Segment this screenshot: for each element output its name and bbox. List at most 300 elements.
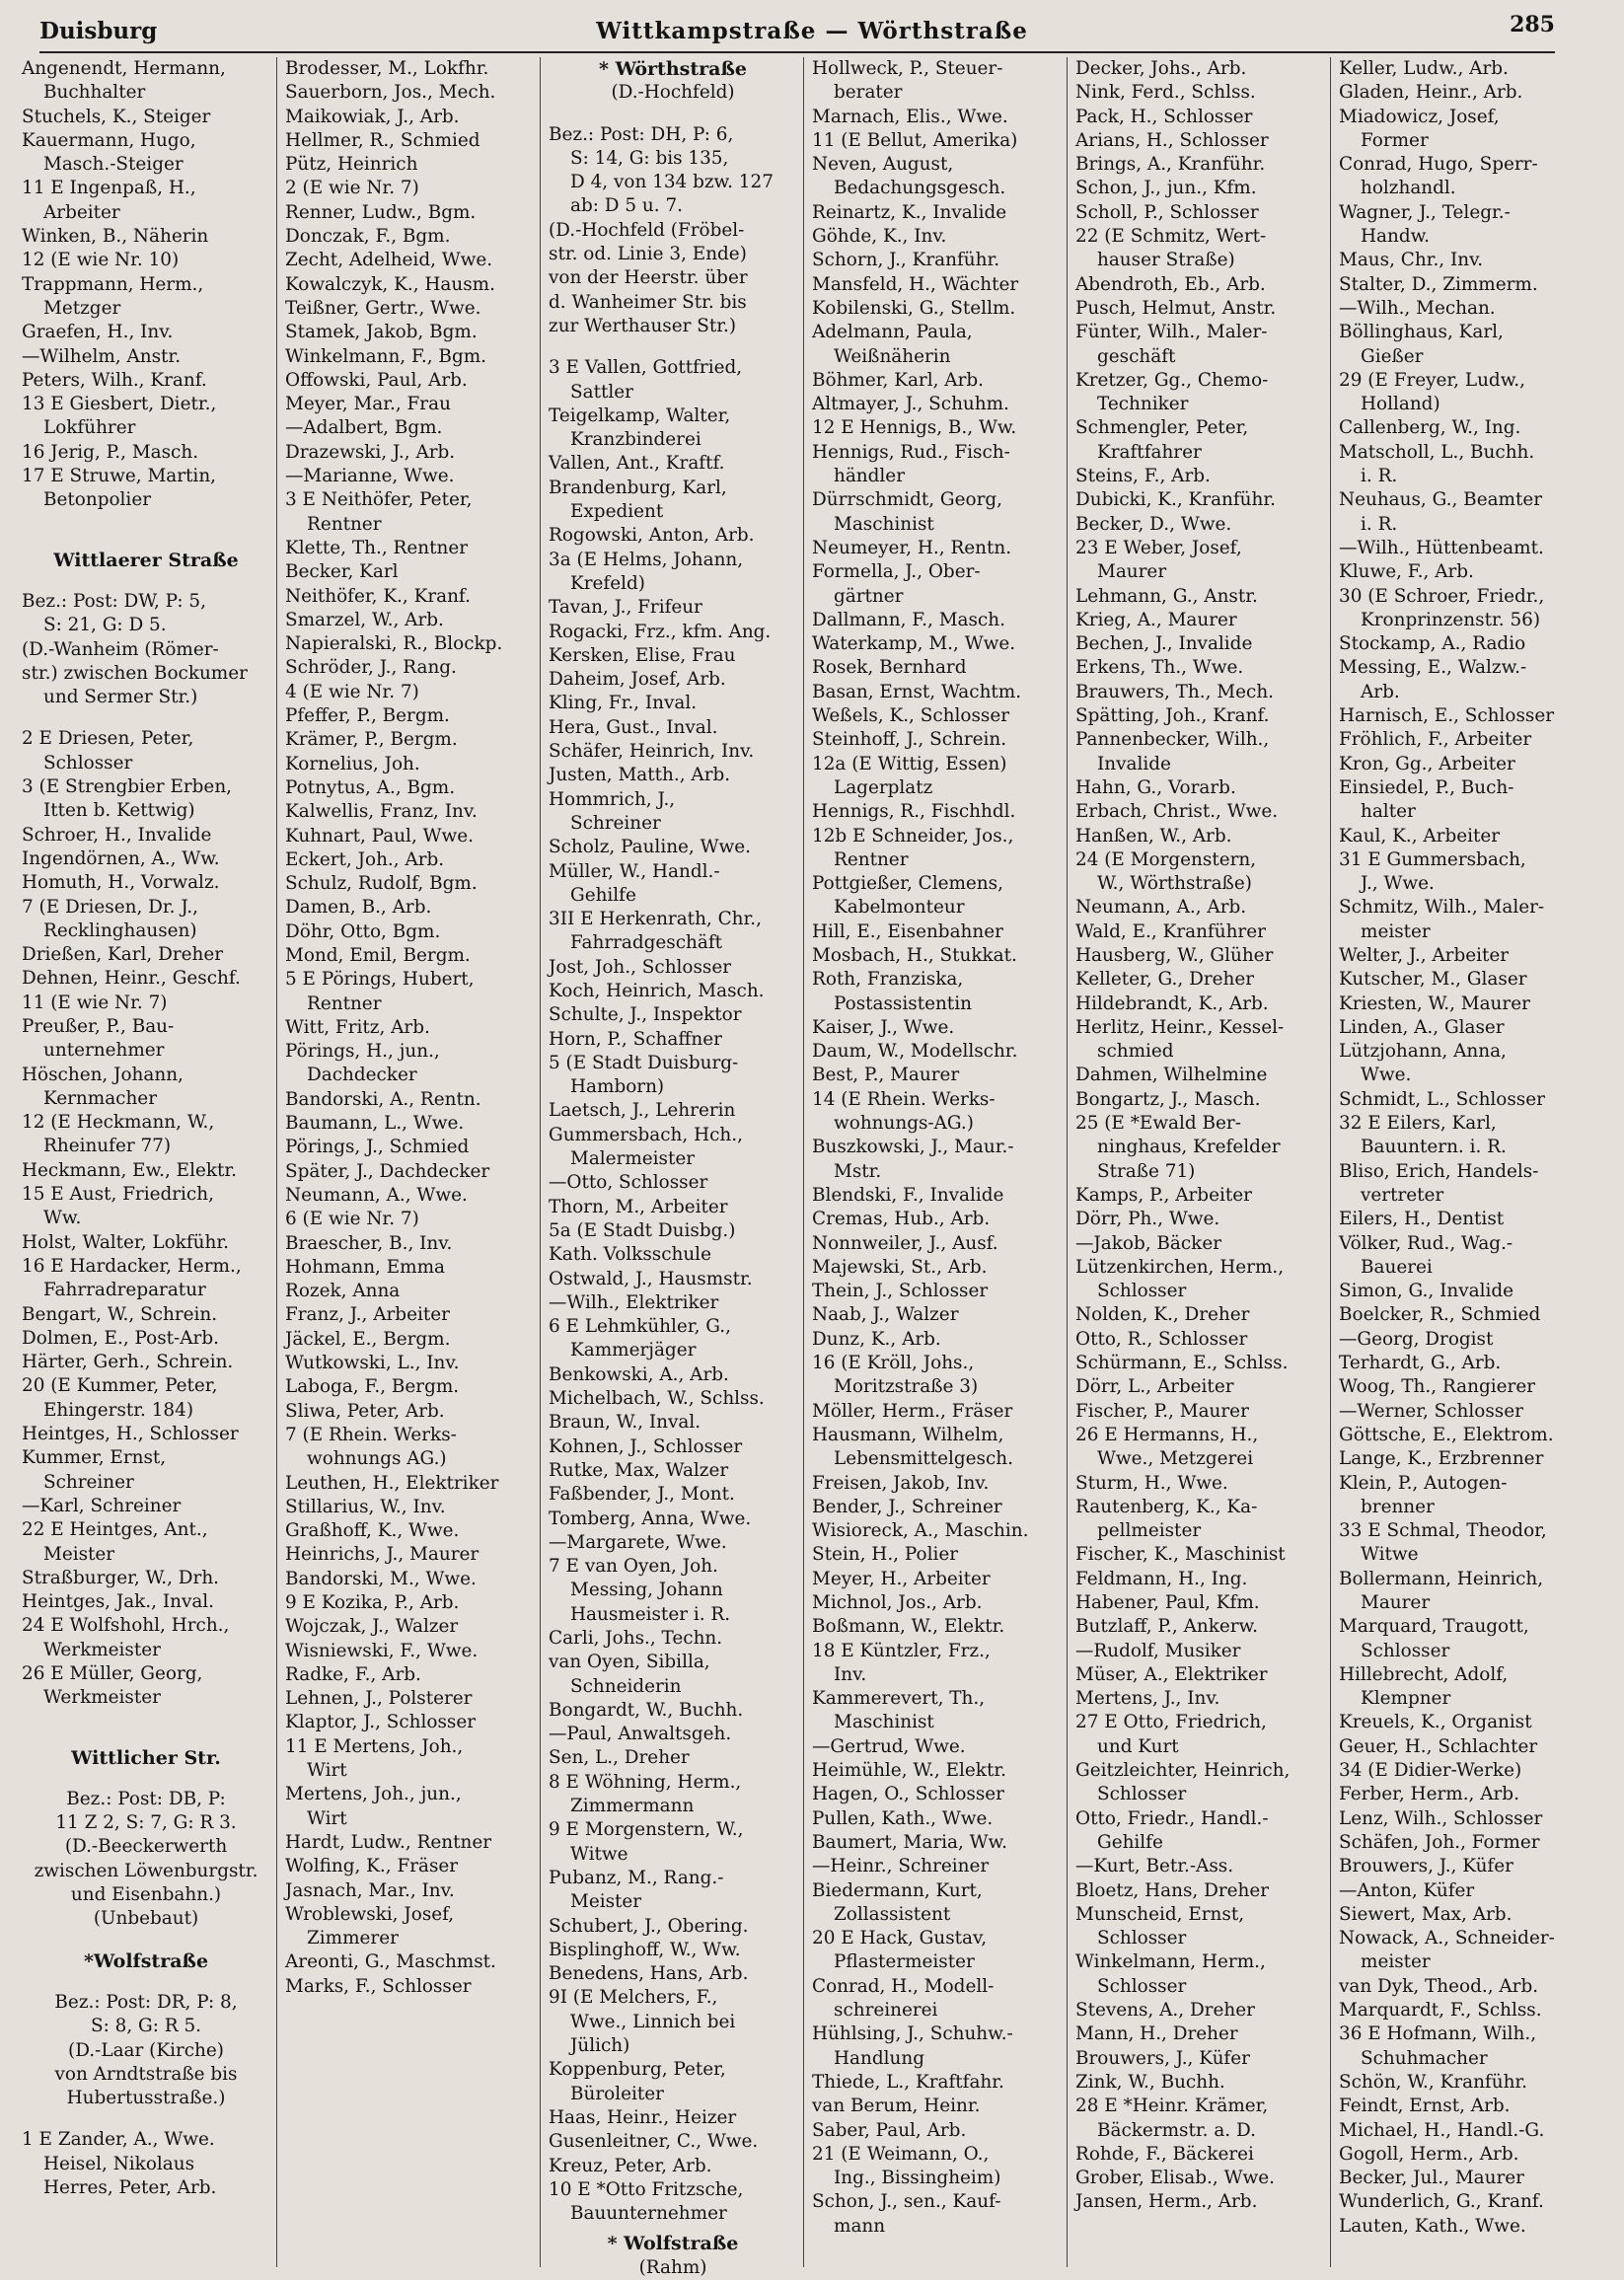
directory-entry-line: Waterkamp, M., Wwe. bbox=[812, 633, 1016, 655]
directory-entry-line: Bandorski, M., Wwe. bbox=[285, 1568, 477, 1589]
directory-entry-line: Formella, J., Ober- bbox=[812, 561, 981, 583]
directory-entry-line: Stalter, D., Zimmerm. bbox=[1339, 273, 1538, 295]
directory-entry-line: Koppenburg, Peter, bbox=[549, 2059, 726, 2081]
spacer bbox=[549, 338, 797, 356]
directory-entry-line: Göttsche, E., Elektrom. bbox=[1339, 1424, 1554, 1445]
directory-entry-line: Bollermann, Heinrich, bbox=[1339, 1568, 1544, 1589]
directory-entry-line: Gehilfe bbox=[570, 884, 636, 906]
directory-entry-line: —Gertrud, Wwe. bbox=[812, 1735, 966, 1757]
directory-entry-line: Schmitz, Wilh., Maler- bbox=[1339, 897, 1545, 919]
directory-entry-line: Metzger bbox=[43, 297, 121, 319]
directory-entry-line: 9 E Kozika, P., Arb. bbox=[285, 1592, 460, 1613]
directory-entry-line: Gehilfe bbox=[1097, 1831, 1163, 1853]
directory-entry-line: Rozek, Anna bbox=[285, 1281, 401, 1302]
directory-entry-line: Dörr, L., Arbeiter bbox=[1075, 1376, 1234, 1398]
directory-entry-line: zur Werthauser Str.) bbox=[549, 315, 737, 336]
directory-entry-line: Winken, B., Näherin bbox=[22, 226, 209, 248]
directory-entry-line: Holland) bbox=[1361, 394, 1440, 415]
spacer bbox=[22, 2110, 270, 2128]
directory-entry-line: Bauerei bbox=[1361, 1256, 1433, 1278]
directory-entry-line: zwischen Löwenburgstr. bbox=[34, 1860, 258, 1881]
directory-entry-line: Buszkowski, J., Maur.- bbox=[812, 1137, 1014, 1158]
directory-entry-line: Abendroth, Eb., Arb. bbox=[1075, 273, 1266, 295]
directory-entry-line: Jost, Joh., Schlosser bbox=[549, 956, 732, 978]
directory-entry-line: Zollassistent bbox=[834, 1903, 951, 1925]
directory-entry-line: Thorn, M., Arbeiter bbox=[549, 1196, 728, 1217]
directory-entry-line: —Wilh., Elektriker bbox=[549, 1291, 719, 1313]
directory-entry-line: D 4, von 134 bzw. 127 bbox=[570, 172, 774, 193]
directory-entry-line: Schäfer, Heinrich, Inv. bbox=[549, 741, 755, 763]
directory-entry-line: Kranzbinderei bbox=[570, 429, 701, 451]
directory-entry-line: Erbach, Christ., Wwe. bbox=[1075, 801, 1279, 823]
directory-entry-line: 11 E Mertens, Joh., bbox=[285, 1735, 464, 1757]
directory-entry-line: Schlosser bbox=[1097, 1281, 1187, 1302]
directory-entry-line: Schmengler, Peter, bbox=[1075, 417, 1249, 439]
directory-entry-line: Ostwald, J., Hausmstr. bbox=[549, 1268, 753, 1289]
directory-entry-line: Naab, J., Walzer bbox=[812, 1304, 959, 1326]
directory-entry-line: Schmidt, L., Schlosser bbox=[1339, 1088, 1545, 1110]
directory-entry-line: 27 E Otto, Friedrich, bbox=[1075, 1712, 1267, 1733]
directory-entry-line: Trappmann, Herm., bbox=[22, 273, 204, 295]
directory-entry-line: Kreuz, Peter, Arb. bbox=[549, 2155, 712, 2176]
directory-entry-line: Linden, A., Glaser bbox=[1339, 1016, 1505, 1038]
directory-entry-line: Radke, F., Arb. bbox=[285, 1663, 421, 1685]
directory-entry-line: Gießer bbox=[1361, 345, 1424, 367]
directory-entry-line: Steins, F., Arb. bbox=[1075, 466, 1211, 487]
directory-entry-line: Altmayer, J., Schuhm. bbox=[812, 394, 1009, 415]
directory-entry-line: Drazewski, J., Arb. bbox=[285, 441, 456, 463]
directory-entry-line: 20 E Hack, Gustav, bbox=[812, 1928, 988, 1949]
directory-entry-line: 24 (E Morgenstern, bbox=[1075, 848, 1257, 870]
directory-entry-line: Schulte, J., Inspektor bbox=[549, 1004, 742, 1026]
directory-entry-line: Preußer, P., Bau- bbox=[22, 1015, 175, 1037]
directory-entry-line: Mansfeld, H., Wächter bbox=[812, 273, 1019, 295]
directory-entry-line: 3 (E Strengbier Erben, bbox=[22, 776, 233, 798]
directory-entry-line: Angenendt, Hermann, bbox=[22, 58, 226, 79]
directory-entry-line: Recklinghausen) bbox=[43, 919, 197, 941]
directory-entry-line: Bengart, W., Schrein. bbox=[22, 1303, 218, 1325]
directory-entry-line: Pottgießer, Clemens, bbox=[812, 873, 1003, 895]
directory-entry-line: Rentner bbox=[307, 513, 382, 535]
directory-entry-line: Schorn, J., Kranführ. bbox=[812, 250, 1000, 271]
directory-entry-line: Brings, A., Kranführ. bbox=[1075, 154, 1266, 176]
directory-entry-line: S: 14, G: bis 135, bbox=[570, 147, 729, 169]
directory-entry-line: 17 E Struwe, Martin, bbox=[22, 466, 217, 487]
spacer bbox=[22, 1711, 270, 1728]
directory-entry-line: Becker, Jul., Maurer bbox=[1339, 2168, 1524, 2189]
directory-entry-line: wohnungs AG.) bbox=[307, 1448, 447, 1470]
directory-entry-line: —Wilh., Mechan. bbox=[1339, 297, 1496, 319]
directory-entry-line: Neumann, A., Wwe. bbox=[285, 1184, 468, 1206]
directory-entry-line: Wolfing, K., Fräser bbox=[285, 1856, 459, 1877]
directory-entry-line: 7 E van Oyen, Joh. bbox=[549, 1556, 718, 1578]
directory-entry-line: Kaul, K., Arbeiter bbox=[1339, 825, 1501, 846]
directory-entry-line: Wojczak, J., Walzer bbox=[285, 1616, 459, 1638]
directory-entry-line: Leuthen, H., Elektriker bbox=[285, 1472, 499, 1494]
directory-entry-line: Dürrschmidt, Georg, bbox=[812, 489, 1002, 511]
directory-entry-line: Höschen, Johann, bbox=[22, 1064, 184, 1085]
directory-entry-line: Handlung bbox=[834, 2047, 924, 2069]
directory-entry-line: Lenz, Wilh., Schlosser bbox=[1339, 1807, 1543, 1829]
directory-entry-line: Rosek, Bernhard bbox=[812, 657, 967, 679]
directory-entry-line: Techniker bbox=[1097, 394, 1189, 415]
spacer bbox=[22, 1770, 270, 1788]
directory-entry-line: Justen, Matth., Arb. bbox=[549, 765, 731, 786]
directory-entry-line: Marnach, Elis., Wwe. bbox=[812, 106, 1008, 127]
directory-entry-line: Mosbach, H., Stukkat. bbox=[812, 944, 1017, 966]
directory-entry-line: Kutscher, M., Glaser bbox=[1339, 969, 1527, 991]
directory-entry-line: Bauunternehmer bbox=[570, 2203, 727, 2225]
directory-entry-line: Schlosser bbox=[1097, 1975, 1187, 1997]
directory-entry-line: Neithöfer, K., Kranf. bbox=[285, 585, 471, 607]
directory-entry-line: Siewert, Max, Arb. bbox=[1339, 1903, 1513, 1925]
directory-entry-line: Nink, Ferd., Schlss. bbox=[1075, 82, 1256, 104]
directory-entry-line: Klaptor, J., Schlosser bbox=[285, 1712, 477, 1733]
directory-entry-line: Stuchels, K., Steiger bbox=[22, 106, 211, 127]
directory-entry-line: 21 (E Weimann, O., bbox=[812, 2143, 990, 2165]
directory-entry-line: 12a (E Wittig, Essen) bbox=[812, 753, 1007, 774]
directory-entry-line: Zimmerer bbox=[307, 1928, 399, 1949]
directory-entry-line: Maus, Chr., Inv. bbox=[1339, 250, 1484, 271]
directory-entry-line: —Jakob, Bäcker bbox=[1075, 1232, 1222, 1254]
directory-entry-line: Postassistentin bbox=[834, 993, 972, 1014]
directory-entry-line: 11 (E wie Nr. 7) bbox=[22, 992, 168, 1013]
directory-entry-line: Hausmann, Wilhelm, bbox=[812, 1424, 1004, 1445]
directory-entry-line: Kriesten, W., Maurer bbox=[1339, 993, 1530, 1014]
directory-entry-line: Pflastermeister bbox=[834, 1951, 975, 1973]
directory-entry-line: Pack, H., Schlosser bbox=[1075, 106, 1253, 127]
directory-entry-line: Ing., Bissingheim) bbox=[834, 2168, 1001, 2189]
directory-entry-line: Dolmen, E., Post-Arb. bbox=[22, 1327, 219, 1349]
directory-entry-line: Hanßen, W., Arb. bbox=[1075, 825, 1232, 846]
directory-entry-line: Schroer, H., Invalide bbox=[22, 824, 212, 846]
directory-entry-line: Dehnen, Heinr., Geschf. bbox=[22, 968, 241, 990]
directory-entry-line: Fahrradgeschäft bbox=[570, 932, 723, 954]
directory-entry-line: Hennigs, Rud., Fisch- bbox=[812, 441, 1010, 463]
directory-entry-line: —Marianne, Wwe. bbox=[285, 466, 455, 487]
directory-entry-line: 24 E Wolfshohl, Hrch., bbox=[22, 1615, 230, 1637]
directory-entry-line: Mstr. bbox=[834, 1160, 882, 1182]
directory-entry-line: wohnungs-AG.) bbox=[834, 1113, 974, 1135]
directory-entry-line: Freisen, Jakob, Inv. bbox=[812, 1472, 990, 1494]
directory-entry-line: Heimühle, W., Elektr. bbox=[812, 1760, 1006, 1782]
directory-entry-line: Lebensmittelgesch. bbox=[834, 1448, 1013, 1470]
street-subheading: (Rahm) bbox=[638, 2256, 707, 2278]
directory-entry-line: Stamek, Jakob, Bgm. bbox=[285, 322, 478, 343]
directory-entry-line: 36 E Hofmann, Wilh., bbox=[1339, 2023, 1537, 2045]
directory-entry-line: Best, P., Maurer bbox=[812, 1065, 960, 1086]
directory-entry-line: Stockamp, A., Radio bbox=[1339, 633, 1526, 655]
directory-entry-line: Fahrradreparatur bbox=[43, 1280, 206, 1301]
directory-entry-line: Jülich) bbox=[570, 2035, 630, 2057]
directory-entry-line: Majewski, St., Arb. bbox=[812, 1256, 988, 1278]
directory-entry-line: Witwe bbox=[1361, 1544, 1419, 1566]
directory-entry-line: Dahmen, Wilhelmine bbox=[1075, 1065, 1268, 1086]
directory-entry-line: Härter, Gerh., Schrein. bbox=[22, 1352, 234, 1373]
directory-entry-line: 33 E Schmal, Theodor, bbox=[1339, 1520, 1547, 1542]
directory-entry-line: Kernmacher bbox=[43, 1087, 157, 1109]
directory-entry-line: 12b E Schneider, Jos., bbox=[812, 825, 1014, 846]
directory-entry-line: 18 E Küntzler, Frz., bbox=[812, 1640, 991, 1661]
directory-entry-line: Faßbender, J., Mont. bbox=[549, 1484, 735, 1506]
directory-entry-line: 25 (E *Ewald Ber- bbox=[1075, 1113, 1241, 1135]
directory-entry-line: Krefeld) bbox=[570, 572, 645, 594]
directory-entry-line: geschäft bbox=[1097, 345, 1176, 367]
directory-entry-line: Wirt bbox=[307, 1807, 347, 1829]
directory-entry-line: Straßburger, W., Drh. bbox=[22, 1567, 220, 1588]
directory-entry-line: Wagner, J., Telegr.- bbox=[1339, 201, 1511, 223]
directory-entry-line: Meyer, Mar., Frau bbox=[285, 394, 451, 415]
column-4 bbox=[804, 57, 1068, 2267]
directory-entry-line: Pörings, H., jun., bbox=[285, 1041, 440, 1063]
directory-entry-line: Biedermann, Kurt, bbox=[812, 1879, 983, 1901]
directory-entry-line: Bechen, J., Invalide bbox=[1075, 633, 1253, 655]
page-number: 285 bbox=[1510, 12, 1555, 37]
directory-entry-line: Wisioreck, A., Maschin. bbox=[812, 1520, 1029, 1542]
directory-entry-line: Ww. bbox=[43, 1208, 82, 1229]
directory-entry-line: Kretzer, Gg., Chemo- bbox=[1075, 369, 1269, 391]
directory-entry-line: —Kurt, Betr.-Ass. bbox=[1075, 1856, 1234, 1877]
directory-entry-line: gärtner bbox=[834, 585, 904, 607]
directory-entry-line: Heinrichs, J., Maurer bbox=[285, 1544, 480, 1566]
directory-entry-line: Bandorski, A., Rentn. bbox=[285, 1088, 481, 1110]
directory-entry-line: und Kurt bbox=[1097, 1735, 1179, 1757]
directory-entry-line: Hausberg, W., Glüher bbox=[1075, 944, 1274, 966]
directory-entry-line: Krämer, P., Bergm. bbox=[285, 729, 458, 751]
directory-entry-line: Thiede, L., Kraftfahr. bbox=[812, 2071, 1004, 2093]
directory-entry-line: Zimmermann bbox=[570, 1796, 695, 1817]
directory-entry-line: Mann, H., Dreher bbox=[1075, 2023, 1238, 2045]
directory-entry-line: holzhandl. bbox=[1361, 178, 1456, 199]
directory-entry-line: Matscholl, L., Buchh. bbox=[1339, 441, 1535, 463]
directory-entry-line: Wunderlich, G., Kranf. bbox=[1339, 2191, 1544, 2213]
directory-entry-line: Handw. bbox=[1361, 226, 1431, 248]
directory-entry-line: Hohmann, Emma bbox=[285, 1256, 446, 1278]
directory-entry-line: Bender, J., Schreiner bbox=[812, 1496, 1002, 1517]
column-2 bbox=[277, 57, 541, 2267]
directory-entry-line: (D.-Hochfeld (Fröbel- bbox=[549, 219, 745, 241]
directory-entry-line: Schäfen, Joh., Former bbox=[1339, 1831, 1540, 1853]
header-rule bbox=[39, 51, 1555, 53]
directory-entry-line: Wirt bbox=[307, 1760, 347, 1782]
spacer bbox=[22, 513, 270, 531]
directory-entry-line: Woog, Th., Rangierer bbox=[1339, 1376, 1535, 1398]
directory-entry-line: Meister bbox=[43, 1543, 115, 1565]
directory-entry-line: Rentner bbox=[834, 848, 909, 870]
directory-entry-line: Bez.: Post: DW, P: 5, bbox=[22, 590, 206, 612]
directory-entry-line: 7 (E Rhein. Werks- bbox=[285, 1424, 457, 1445]
directory-entry-line: Steinhoff, J., Schrein. bbox=[812, 729, 1007, 751]
directory-entry-line: Kammerevert, Th., bbox=[812, 1688, 986, 1710]
directory-entry-line: 12 E Hennigs, B., Ww. bbox=[812, 417, 1017, 439]
directory-entry-line: Marks, F., Schlosser bbox=[285, 1975, 472, 1997]
directory-entry-line: Pörings, J., Schmied bbox=[285, 1137, 470, 1158]
directory-entry-line: 26 E Müller, Georg, bbox=[22, 1663, 203, 1684]
directory-entry-line: Scholl, P., Schlosser bbox=[1075, 201, 1259, 223]
directory-entry-line: Maikowiak, J., Arb. bbox=[285, 106, 460, 127]
directory-entry-line: Sen, L., Dreher bbox=[549, 1747, 690, 1769]
directory-entry-line: 22 (E Schmitz, Wert- bbox=[1075, 226, 1267, 248]
directory-entry-line: Schuhmacher bbox=[1361, 2047, 1488, 2069]
directory-entry-line: Mond, Emil, Bergm. bbox=[285, 944, 471, 966]
directory-entry-line: Invalide bbox=[1097, 753, 1171, 774]
directory-entry-line: Dallmann, F., Masch. bbox=[812, 609, 1005, 630]
directory-entry-line: Schön, W., Kranführ. bbox=[1339, 2071, 1528, 2093]
directory-entry-line: Terhardt, G., Arb. bbox=[1339, 1353, 1502, 1374]
directory-entry-line: Werkmeister bbox=[43, 1639, 161, 1660]
directory-entry-line: 3a (E Helms, Johann, bbox=[549, 549, 744, 570]
directory-entry-line: Carli, Johs., Techn. bbox=[549, 1628, 723, 1649]
directory-entry-line: 7 (E Driesen, Dr. J., bbox=[22, 896, 198, 918]
directory-entry-line: Nonnweiler, J., Ausf. bbox=[812, 1232, 998, 1254]
directory-entry-line: pellmeister bbox=[1097, 1520, 1202, 1542]
directory-entry-line: Hommrich, J., bbox=[549, 788, 676, 810]
directory-entry-line: Horn, P., Schaffner bbox=[549, 1028, 722, 1050]
directory-entry-line: Kron, Gg., Arbeiter bbox=[1339, 753, 1515, 774]
directory-entry-line: Pusch, Helmut, Anstr. bbox=[1075, 297, 1277, 319]
directory-entry-line: hauser Straße) bbox=[1097, 250, 1235, 271]
directory-entry-line: —Wilh., Hüttenbeamt. bbox=[1339, 537, 1544, 558]
spacer bbox=[22, 709, 270, 727]
directory-entry-line: Schlosser bbox=[1097, 1784, 1187, 1805]
directory-entry-line: Bloetz, Hans, Dreher bbox=[1075, 1879, 1270, 1901]
directory-entry-line: Grober, Elisab., Wwe. bbox=[1075, 2168, 1275, 2189]
directory-entry-line: Neumeyer, H., Rentn. bbox=[812, 537, 1012, 558]
directory-entry-line: Fischer, K., Maschinist bbox=[1075, 1544, 1286, 1566]
directory-entry-line: Bedachungsgesch. bbox=[834, 178, 1006, 199]
directory-entry-line: S: 8, G: R 5. bbox=[90, 2016, 201, 2037]
directory-entry-line: mann bbox=[834, 2215, 886, 2237]
directory-entry-line: str. od. Linie 3, Ende) bbox=[549, 244, 747, 265]
directory-entry-line: Hühlsing, J., Schuhw.- bbox=[812, 2023, 1013, 2045]
directory-entry-line: Bongardt, W., Buchh. bbox=[549, 1699, 744, 1721]
directory-entry-line: Conrad, H., Modell- bbox=[812, 1975, 995, 1997]
column-5 bbox=[1068, 57, 1331, 2267]
directory-entry-line: Sliwa, Peter, Arb. bbox=[285, 1400, 445, 1422]
directory-entry-line: Stillarius, W., Inv. bbox=[285, 1496, 446, 1517]
directory-entry-line: Weißnäherin bbox=[834, 345, 951, 367]
street-heading: Wittlicher Str. bbox=[71, 1746, 221, 1769]
directory-entry-line: Bongartz, J., Masch. bbox=[1075, 1088, 1261, 1110]
directory-entry-line: Schulz, Rudolf, Bgm. bbox=[285, 873, 478, 895]
directory-entry-line: Nolden, K., Dreher bbox=[1075, 1304, 1250, 1326]
directory-entry-line: Mertens, J., Inv. bbox=[1075, 1688, 1220, 1710]
directory-entry-line: Büroleiter bbox=[570, 2083, 664, 2104]
directory-entry-line: Callenberg, W., Ing. bbox=[1339, 417, 1521, 439]
directory-entry-line: i. R. bbox=[1361, 513, 1398, 535]
directory-entry-line: Mertens, Joh., jun., bbox=[285, 1784, 462, 1805]
directory-entry-line: Munscheid, Ernst, bbox=[1075, 1903, 1245, 1925]
directory-entry-line: Brouwers, J., Küfer bbox=[1075, 2047, 1250, 2069]
directory-entry-line: Neumann, A., Arb. bbox=[1075, 897, 1247, 919]
directory-entry-line: Böhmer, Karl, Arb. bbox=[812, 369, 984, 391]
directory-entry-line: Maschinist bbox=[834, 513, 934, 535]
directory-entry-line: 11 (E Bellut, Amerika) bbox=[812, 129, 1018, 151]
directory-entry-line: 3 E Vallen, Gottfried, bbox=[549, 357, 743, 379]
directory-entry-line: Spätting, Joh., Kranf. bbox=[1075, 705, 1270, 727]
directory-entry-line: Kling, Fr., Inval. bbox=[549, 693, 698, 714]
directory-entry-line: Eilers, H., Dentist bbox=[1339, 1209, 1505, 1230]
spacer bbox=[22, 1973, 270, 1991]
directory-entry-line: 5 (E Stadt Duisburg- bbox=[549, 1052, 739, 1073]
directory-entry-line: Teigelkamp, Walter, bbox=[549, 405, 731, 426]
directory-entry-line: Jasnach, Mar., Inv. bbox=[285, 1879, 455, 1901]
directory-entry-line: Donczak, F., Bgm. bbox=[285, 226, 451, 248]
directory-entry-line: Schlosser bbox=[1097, 1928, 1187, 1949]
directory-entry-line: Bez.: Post: DR, P: 8, bbox=[54, 1991, 238, 2013]
directory-entry-line: Braescher, B., Inv. bbox=[285, 1232, 453, 1254]
directory-entry-line: Marquardt, F., Schlss. bbox=[1339, 2000, 1542, 2022]
directory-entry-line: Arbeiter bbox=[43, 201, 120, 223]
directory-entry-line: 13 E Giesbert, Dietr., bbox=[22, 394, 217, 415]
directory-entry-line: Otto, Friedr., Handl.- bbox=[1075, 1807, 1269, 1829]
directory-entry-line: schmied bbox=[1097, 1041, 1174, 1063]
directory-entry-line: (D.-Hochfeld) bbox=[611, 82, 735, 104]
directory-entry-line: Reinartz, K., Invalide bbox=[812, 201, 1007, 223]
directory-entry-line: Schreiner bbox=[43, 1471, 134, 1493]
directory-entry-line: Benkowski, A., Arb. bbox=[549, 1363, 729, 1385]
directory-entry-line: Michnol, Jos., Arb. bbox=[812, 1592, 983, 1613]
directory-entry-line: Geuer, H., Schlachter bbox=[1339, 1735, 1538, 1757]
directory-entry-line: Heckmann, Ew., Elektr. bbox=[22, 1159, 238, 1181]
directory-entry-line: Bäckermstr. a. D. bbox=[1097, 2119, 1256, 2141]
directory-entry-line: Lauten, Kath., Wwe. bbox=[1339, 2215, 1526, 2237]
directory-entry-line: Wroblewski, Josef, bbox=[285, 1903, 455, 1925]
directory-entry-line: —Rudolf, Musiker bbox=[1075, 1640, 1241, 1661]
directory-entry-line: Becker, Karl bbox=[285, 561, 399, 583]
directory-entry-line: (D.-Wanheim (Römer- bbox=[22, 638, 219, 660]
directory-entry-line: Schlosser bbox=[1361, 1640, 1450, 1661]
directory-entry-line: Smarzel, W., Arb. bbox=[285, 609, 444, 630]
directory-entry-line: und Eisenbahn.) bbox=[70, 1884, 222, 1906]
directory-entry-line: Heisel, Nikolaus bbox=[43, 2153, 195, 2174]
directory-entry-line: Müser, A., Elektriker bbox=[1075, 1663, 1268, 1685]
directory-entry-line: Kornelius, Joh. bbox=[285, 753, 420, 774]
directory-columns bbox=[14, 57, 1608, 2278]
directory-entry-line: Möller, Herm., Fräser bbox=[812, 1400, 1013, 1422]
directory-entry-line: Habener, Paul, Kfm. bbox=[1075, 1592, 1260, 1613]
directory-entry-line: Peters, Wilh., Kranf. bbox=[22, 369, 207, 391]
directory-entry-line: ninghaus, Krefelder bbox=[1097, 1137, 1281, 1158]
directory-entry-line: Brandenburg, Karl, bbox=[549, 477, 727, 498]
directory-entry-line: 12 (E Heckmann, W., bbox=[22, 1112, 215, 1134]
directory-entry-line: 4 (E wie Nr. 7) bbox=[285, 681, 419, 702]
directory-entry-line: Geitzleichter, Heinrich, bbox=[1075, 1760, 1291, 1782]
directory-entry-line: Napieralski, R., Blockp. bbox=[285, 633, 503, 655]
directory-entry-line: Brodesser, M., Lokfhr. bbox=[285, 58, 489, 79]
directory-entry-line: Conrad, Hugo, Sperr- bbox=[1339, 154, 1538, 176]
directory-entry-line: Fischer, P., Maurer bbox=[1075, 1400, 1249, 1422]
page-header bbox=[0, 0, 1624, 53]
directory-entry-line: Heintges, H., Schlosser bbox=[22, 1424, 239, 1445]
directory-entry-line: Brouwers, J., Küfer bbox=[1339, 1856, 1513, 1877]
directory-entry-line: 9I (E Melchers, F., bbox=[549, 1987, 718, 2009]
directory-entry-line: Braun, W., Inval. bbox=[549, 1412, 701, 1434]
directory-entry-line: Böllinghaus, Karl, bbox=[1339, 322, 1504, 343]
directory-entry-line: Kohnen, J., Schlosser bbox=[549, 1435, 743, 1457]
directory-entry-line: (D.-Beeckerwerth bbox=[64, 1836, 228, 1858]
directory-entry-line: schreinerei bbox=[834, 2000, 938, 2022]
directory-entry-line: Marquard, Traugott, bbox=[1339, 1616, 1529, 1638]
directory-entry-line: Schlosser bbox=[43, 752, 133, 773]
directory-entry-line: —Wilhelm, Anstr. bbox=[22, 345, 182, 367]
directory-entry-line: Rheinufer 77) bbox=[43, 1136, 172, 1157]
directory-entry-line: Neven, August, bbox=[812, 154, 954, 176]
directory-entry-line: d. Wanheimer Str. bis bbox=[549, 291, 747, 313]
directory-entry-line: J., Wwe. bbox=[1361, 873, 1435, 895]
directory-entry-line: Basan, Ernst, Wachtm. bbox=[812, 681, 1022, 702]
directory-entry-line: Lützjohann, Anna, bbox=[1339, 1041, 1507, 1063]
